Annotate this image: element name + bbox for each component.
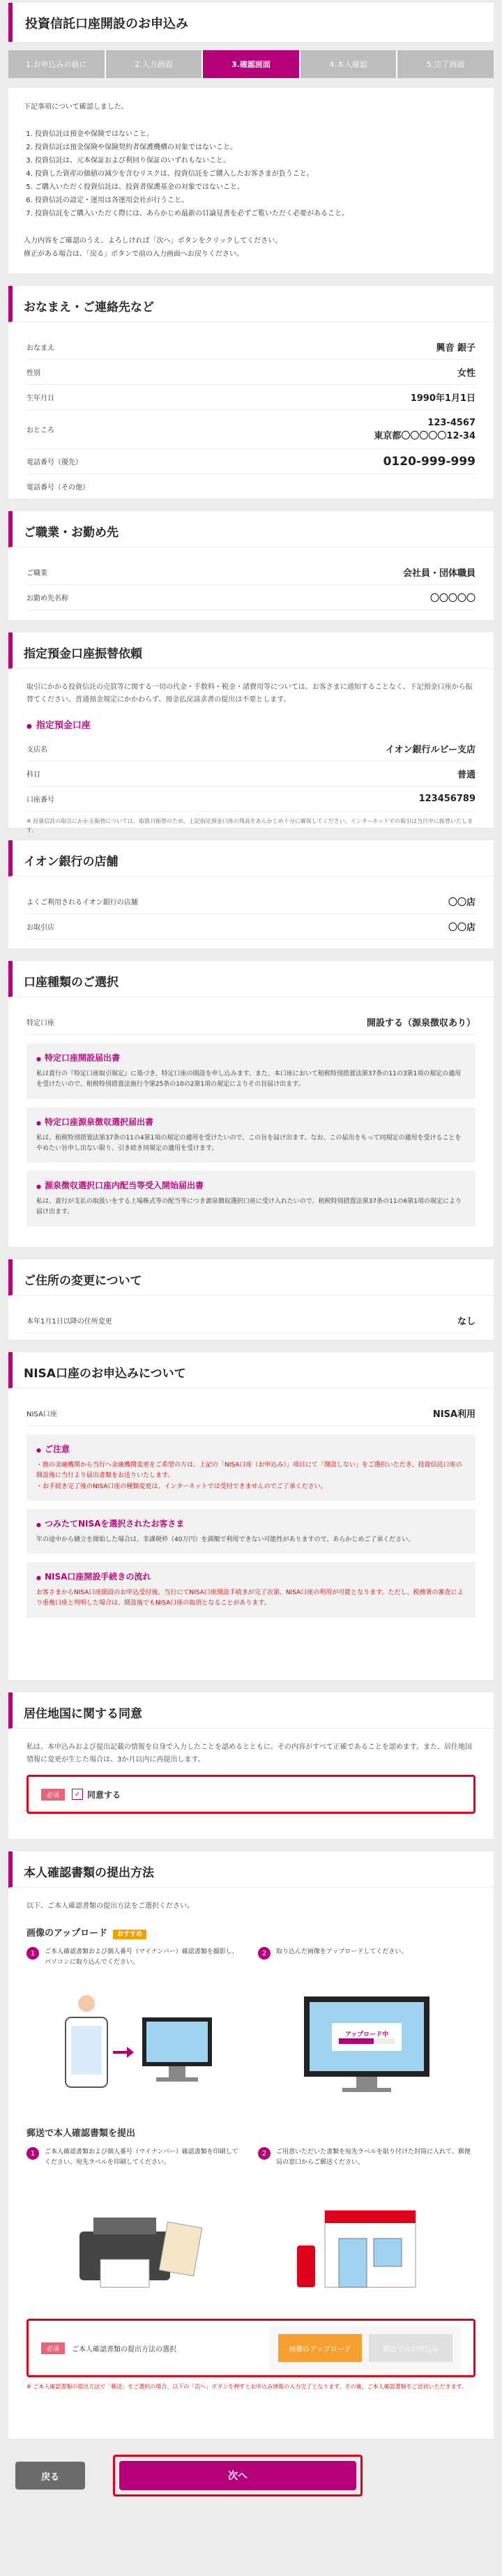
step-number: 2 (258, 1947, 271, 1960)
submission-method-select (26, 2319, 476, 2377)
notice-box: ● 特定口座源泉徴収選択届出書 私は、租税特別措置法第37条の11の4第1項の規定の適用を受けたいので、この旨を届け出ます。なお、この届出をもって同規定の適用を受けることをやめたい旨申し出ない限り、引き続き同規定の適用を受けます。 (26, 1107, 476, 1163)
step-3-current: 3.確認画面 (203, 50, 301, 78)
transfer-section (8, 632, 494, 833)
row-phone-primary: 電話番号（優先） 0120-999-999 (26, 449, 476, 474)
page-title: 投資信託口座開設のお申込み (8, 3, 494, 42)
consent-label: 同意する (87, 1789, 121, 1800)
notice-box: ● NISA口座開設手続きの流れ お客さまからNISA口座開設のお申込受付後、当行にてNISA口座開設手続きが完了次第、NISA口座の利用が可能となります。ただし、税務署の審査により重複口座と判明した場合は、開設後でもNISA口座の取消となることがあります。 (26, 1562, 476, 1618)
footer-actions (8, 2451, 494, 2500)
choice-footnote: ※ ご本人確認書類の提出方法で「郵送」をご選択の場合、以下の「次へ」ボタンを押すとお申込み情報の入力完了となります。その後、ご本人確認書類をご送付いただきます。 (26, 2384, 467, 2390)
step-number: 1 (26, 2147, 39, 2160)
phone-to-pc-illustration (26, 1986, 244, 2105)
required-badge: 必須 (41, 1789, 65, 1801)
row-gender: 性別 女性 (26, 360, 476, 385)
section-title: 指定預金口座振替依頼 (8, 632, 494, 669)
disclaimer-item: 6. 投資信託の設定・運用は各運用会社が行うこと。 (35, 194, 478, 207)
recommended-badge: おすすめ (113, 1930, 146, 1939)
step-1: 1.お申込みの前に (8, 50, 106, 78)
uploading-monitor-illustration (258, 1986, 476, 2105)
step-4: 4.本人確認 (301, 50, 398, 78)
upload-method-title: 画像のアップロード おすすめ (26, 1925, 476, 1939)
address-change-section (8, 1259, 494, 1340)
row-branch: 支店名 イオン銀行ルビー支店 (26, 736, 476, 762)
disclaimer-item: 1. 投資信託は預金や保険ではないこと。 (35, 128, 478, 141)
required-badge: 必須 (41, 2342, 65, 2354)
disclaimer-item: 2. 投資信託は預金保険や保険契約者保護機構の対象ではないこと。 (35, 141, 478, 154)
row-transaction-branch: お取引店 〇〇店 (26, 914, 476, 939)
checkbox-checked-icon[interactable]: ✓ (72, 1789, 83, 1800)
row-account-number: 口座番号 123456789 (26, 787, 476, 812)
row-name: おなまえ 興音 銀子 (26, 335, 476, 360)
row-address: おところ 123-4567 東京都〇〇〇〇〇12-34 (26, 410, 476, 449)
uploading-label: アップロード中 (344, 2031, 389, 2038)
mail-step-1: 1 ご本人確認書類および個人番号（マイナンバー）確認書類を印刷してください。宛先ラベルを印刷してください。 (26, 2147, 244, 2305)
choice-label: ご本人確認書類の提出方法の選択 (72, 2345, 177, 2354)
mail-step-2: 2 ご用意いただいた書類を宛先ラベルを貼り付けた封筒に入れて、郵便局の窓口からご郵送ください。 (258, 2147, 476, 2305)
disclaimer-list (35, 128, 478, 220)
row-occupation: ご職業 会社員・団体職員 (26, 560, 476, 585)
upload-step-1: 1 ご本人確認書類および個人番号（マイナンバー）確認書類を撮影し、パソコンに取り込んでください。 (26, 1947, 244, 2105)
option-mail[interactable]: 郵送でのお申込み (369, 2334, 452, 2362)
notice-box: ● つみたてNISAを選択されたお客さま 年の途中から積立を開始した場合は、非課税枠（40万円）を満額で利用できない可能性がありますので、あらかじめご了承ください。 (26, 1509, 476, 1554)
disclaimer-item: 4. 投資した資産の価値の減少を含むリスクは、投資信託をご購入したお客さまが負うこと。 (35, 167, 478, 181)
row-birthday: 生年月日 1990年1月1日 (26, 385, 476, 410)
step-5: 5.完了画面 (397, 50, 494, 78)
next-button-highlight (113, 2455, 363, 2497)
notice-box: ● 特定口座開設届出書 私は貴行の『特定口座取引規定』に基づき、特定口座の開設を申し込みます。また、本口座において租税特別措置法第37条の11の3第1項の規定の適用を受けたいので、租税特別措置法施行令第25条の10の2第1項の規定によりその旨届け出ます。 (26, 1043, 476, 1099)
row-employer: お勤め先名称 〇〇〇〇〇 (26, 585, 476, 610)
section-title: 口座種類のご選択 (8, 961, 494, 997)
back-button[interactable]: 戻る (15, 2462, 85, 2490)
consent-checkbox-row[interactable] (26, 1775, 476, 1814)
disclaimer-item: 7. 投資信託をご購入いただく際には、あらかじめ最新の目論見書を必ずご覧いただく必要があること。 (35, 207, 478, 220)
id-documents-section (8, 1851, 494, 2439)
step-number: 2 (258, 2147, 271, 2160)
row-account-type: 科目 普通 (26, 762, 476, 787)
section-title: 居住地国に関する同意 (8, 1692, 494, 1729)
row-frequent-branch: よくご利用されるイオン銀行の店舗 〇〇店 (26, 889, 476, 914)
mail-method-title: 郵送で本人確認書類を提出 (26, 2128, 136, 2139)
contact-section (8, 286, 494, 499)
confirmation-intro (8, 88, 494, 273)
row-phone-other: 電話番号（その他） (26, 474, 476, 499)
job-section (8, 511, 494, 620)
nisa-section (8, 1352, 494, 1680)
intro-tail: 入力内容をご確認のうえ、よろしければ「次へ」ボタンをクリックしてください。 (24, 237, 282, 245)
section-title: ご職業・お勤め先 (8, 511, 494, 547)
notice-box: ● 源泉徴収選択口座内配当等受入開始届出書 私は、貴行が支払の取扱いをする上場株式等の配当等につき源泉徴収選択口座に受け入れたいので、租税特別措置法第37条の11の6第1項の規定により届け出ます。 (26, 1171, 476, 1227)
option-image-upload[interactable]: 画像のアップロード (278, 2334, 362, 2362)
intro-tail: 修正がある場合は、「戻る」ボタンで前の入力画面へお戻りください。 (24, 250, 243, 258)
residence-note: 私は、本申込みおよび提出記載の情報を自身で入力したことを認めるとともに、その内容がすべて正確であることを認めます。また、居住地国情報に変更が生じた場合は、3か月以内に再提出します。 (26, 1743, 472, 1764)
section-title: ご住所の変更について (8, 1259, 494, 1296)
transfer-note: 取引にかかる投資信託の売買等に関する一切の代金・手数料・税金・諸費用等については、お客さまに通知することなく、下記預金口座から振替てください。普通預金規定にかかわらず、預金払戻請求書の提出は不要とします。 (26, 683, 473, 704)
step-number: 1 (26, 1947, 39, 1960)
disclaimer-item: 3. 投資信託は、元本保証および利回り保証のいずれもないこと。 (35, 154, 478, 167)
id-docs-lead: 以下、ご本人確認書類の提出方法をご選択ください。 (26, 1902, 194, 1910)
account-type-section (8, 961, 494, 1247)
section-title: NISA口座のお申込みについて (8, 1352, 494, 1388)
notice-box: ● ご注意 ・他の金融機関から当行へ金融機関変更をご希望の方は、上記の「NISA口座（お申込み）」項目にて「開設しない」をご選択いただき、投資信託口座の開設後に当行より届出書類をお送りいたします。 ・お手続き完了後のNISA口座の種類変更は、インターネットでは受付できませんのでご了承ください。 (26, 1434, 476, 1501)
row-specific-account: 特定口座 開設する（源泉徴収あり） (26, 1010, 476, 1035)
row-nisa: NISA口座 NISA利用 (26, 1401, 476, 1426)
next-button[interactable]: 次へ (119, 2461, 356, 2490)
printer-illustration (26, 2186, 244, 2305)
disclaimer-item: 5. ご購入いただく投資信託は、投資者保護基金の対象ではないこと。 (35, 181, 478, 194)
intro-lead: 下記事項について確認しました。 (24, 103, 128, 111)
step-2: 2.入力画面 (106, 50, 204, 78)
branch-section (8, 840, 494, 948)
section-title: イオン銀行の店舗 (8, 840, 494, 877)
post-office-illustration (258, 2186, 476, 2305)
subsection-title: ● 指定預金口座 (26, 718, 476, 731)
row-address-change: 本年1月1日以降の住所変更 なし (26, 1308, 476, 1333)
residence-section (8, 1692, 494, 1839)
progress-steps (8, 50, 494, 78)
transfer-footnote: ※ 投資信託の取引にかかる振替については、取扱日振替のため、上記指定預金口座の残高をあらかじめ十分に確保してください。インターネットでの取引は当日中に振替いたします。 (26, 818, 473, 833)
section-title: 本人確認書類の提出方法 (8, 1851, 494, 1888)
upload-step-2: 2 取り込んだ画像をアップロードしてください。 アップロード中 (258, 1947, 476, 2105)
section-title: おなまえ・ご連絡先など (8, 286, 494, 322)
